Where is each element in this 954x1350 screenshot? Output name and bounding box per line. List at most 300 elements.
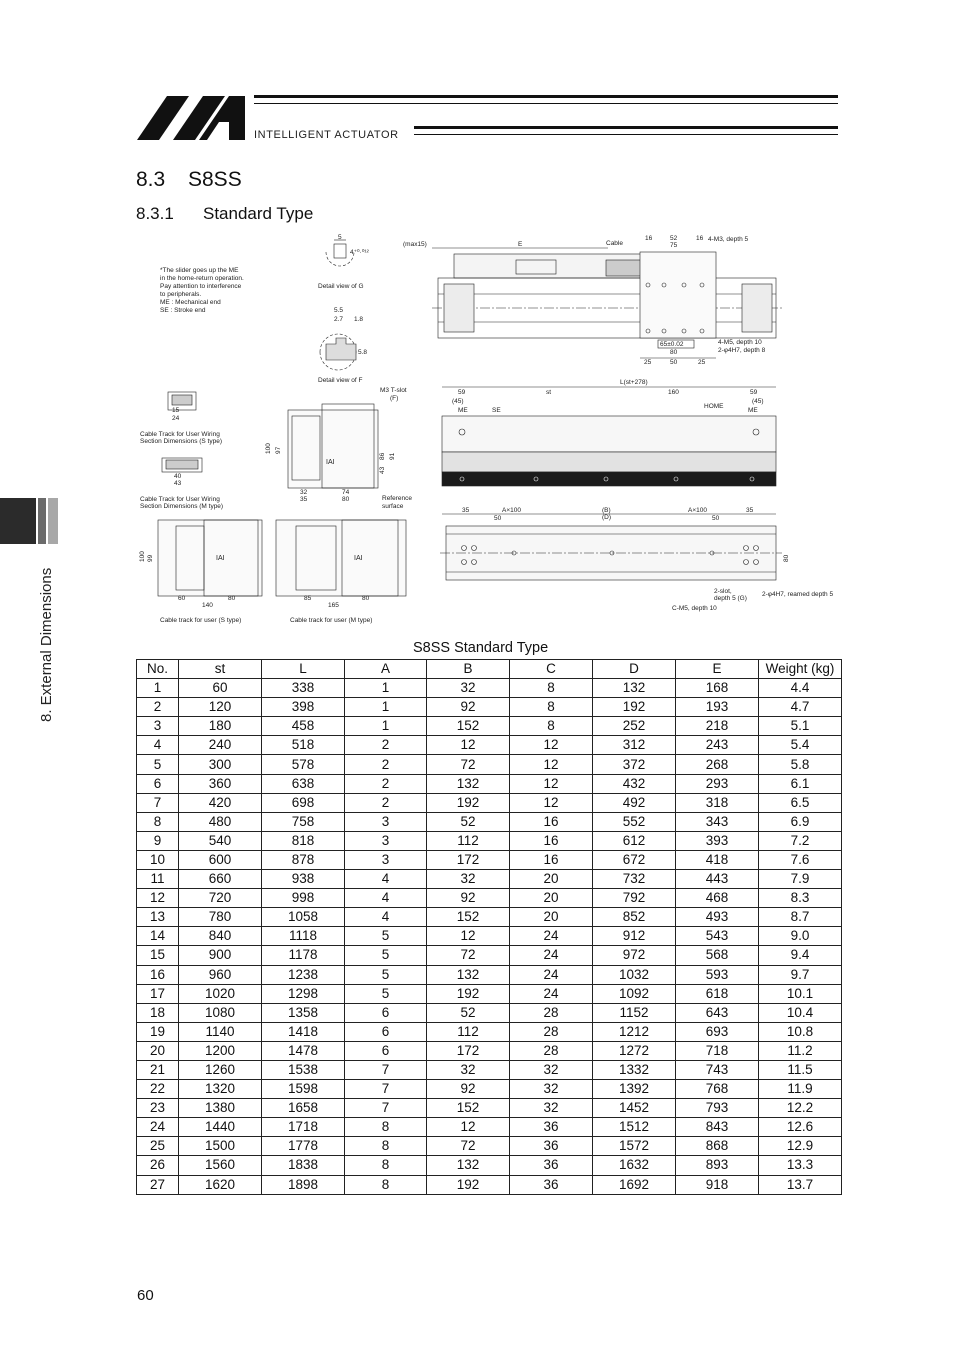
dim-label: 16 [645, 235, 653, 242]
table-cell: 19 [137, 1022, 179, 1041]
table-cell: 1320 [179, 1080, 262, 1099]
logo-text: IAI [216, 555, 225, 562]
table-cell: 792 [593, 889, 676, 908]
section-title: S8SS [188, 168, 242, 191]
table-cell: 2 [137, 698, 179, 717]
table-cell: 27 [137, 1175, 179, 1194]
table-cell: 480 [179, 812, 262, 831]
table-cell: 112 [427, 1022, 510, 1041]
t-slot-ref: (F) [390, 395, 399, 402]
caption-line: Cable Track for User Wiring [140, 496, 220, 503]
me-label: ME [748, 407, 758, 414]
cable-section-m [140, 458, 223, 510]
table-cell: 24 [137, 1118, 179, 1137]
table-cell: 468 [676, 889, 759, 908]
me-label: ME [458, 407, 468, 414]
table-cell: 2 [345, 755, 427, 774]
dim-label: 50 [494, 515, 502, 522]
detail-g-label: Detail view of G [318, 283, 364, 290]
table-cell: 7 [345, 1080, 427, 1099]
table-row [137, 946, 842, 965]
table-cell: 432 [593, 774, 676, 793]
subsection-title: Standard Type [203, 204, 314, 223]
table-cell: 1500 [179, 1137, 262, 1156]
table-cell: 793 [676, 1099, 759, 1118]
note-line: Pay attention to interference [160, 283, 242, 290]
subsection-heading [136, 204, 313, 224]
table-cell: 28 [510, 1022, 593, 1041]
top-view [403, 235, 782, 366]
dim-label: 1.8 [354, 316, 364, 323]
table-cell: 172 [427, 1041, 510, 1060]
table-cell: 8.3 [759, 889, 842, 908]
table-cell: 20 [510, 870, 593, 889]
column-header: Weight (kg) [759, 660, 842, 679]
column-header: No. [137, 660, 179, 679]
column-header: st [179, 660, 262, 679]
table-cell: 12.9 [759, 1137, 842, 1156]
table-cell: 16 [510, 812, 593, 831]
dim-label: 52 [670, 235, 678, 242]
header-rule-top [254, 95, 838, 98]
table-cell: 938 [262, 870, 345, 889]
table-cell: 1692 [593, 1175, 676, 1194]
dim-label: st [546, 389, 552, 396]
table-cell: 1272 [593, 1041, 676, 1060]
note-line: to peripherals. [160, 291, 202, 298]
table-cell: 492 [593, 793, 676, 812]
table-cell: 32 [510, 1099, 593, 1118]
table-cell: 22 [137, 1080, 179, 1099]
dim-label: 80 [783, 554, 790, 562]
bottom-view [440, 507, 833, 612]
table-cell: 540 [179, 831, 262, 850]
logo-text: IAI [326, 459, 335, 466]
table-cell: 5.1 [759, 717, 842, 736]
dim-label: 80 [670, 349, 678, 356]
table-cell: 593 [676, 965, 759, 984]
dim-label: 35 [300, 496, 308, 503]
cable-track-user-s [139, 520, 262, 624]
note-line: in the home-return operation. [160, 275, 244, 282]
table-cell: 1058 [262, 908, 345, 927]
table-cell: 192 [593, 698, 676, 717]
table-cell: 1838 [262, 1156, 345, 1175]
table-cell: 912 [593, 927, 676, 946]
dim-label: 5.8 [358, 349, 368, 356]
dim-label: A×100 [688, 507, 707, 514]
table-row [137, 908, 842, 927]
table-cell: 393 [676, 831, 759, 850]
table-cell: 26 [137, 1156, 179, 1175]
table-cell: 343 [676, 812, 759, 831]
dim-label: 40 [174, 473, 182, 480]
dim-label: (45) [452, 398, 464, 405]
dim-label: A×100 [502, 507, 521, 514]
table-cell: 120 [179, 698, 262, 717]
table-cell: 612 [593, 831, 676, 850]
table-cell: 5.8 [759, 755, 842, 774]
table-cell: 4 [345, 870, 427, 889]
table-cell: 2 [345, 774, 427, 793]
table-cell: 1178 [262, 946, 345, 965]
table-cell: 743 [676, 1060, 759, 1079]
cable-label: Cable [606, 240, 623, 247]
table-header-row [137, 660, 842, 679]
table-cell: 443 [676, 870, 759, 889]
table-cell: 732 [593, 870, 676, 889]
header-rule-mid [254, 103, 838, 104]
table-cell: 6 [137, 774, 179, 793]
table-cell: 600 [179, 850, 262, 869]
caption: Cable track for user (M type) [290, 617, 373, 624]
table-cell: 5 [345, 984, 427, 1003]
table-cell: 5 [345, 927, 427, 946]
table-cell: 192 [427, 793, 510, 812]
table-cell: 698 [262, 793, 345, 812]
dim-label: 25 [698, 359, 706, 366]
dim-label: L(st+278) [620, 379, 648, 386]
table-cell: 2 [345, 736, 427, 755]
table-cell: 972 [593, 946, 676, 965]
table-row [137, 1099, 842, 1118]
table-cell: 9.0 [759, 927, 842, 946]
caption-line: Cable Track for User Wiring [140, 431, 220, 438]
table-row [137, 717, 842, 736]
dim-label: 99 [147, 554, 154, 562]
table-cell: 878 [262, 850, 345, 869]
table-cell: 7 [137, 793, 179, 812]
table-cell: 32 [510, 1080, 593, 1099]
table-cell: 10.4 [759, 1003, 842, 1022]
detail-view-f [318, 307, 367, 384]
dim-label: 165 [328, 602, 339, 609]
table-cell: 8 [510, 679, 593, 698]
column-header: E [676, 660, 759, 679]
dim-label: 86 [379, 452, 386, 460]
dim-label: 160 [668, 389, 679, 396]
table-cell: 1 [137, 679, 179, 698]
table-row [137, 1175, 842, 1194]
table-cell: 8 [345, 1156, 427, 1175]
brand-name: INTELLIGENT ACTUATOR [254, 129, 399, 141]
table-cell: 36 [510, 1175, 593, 1194]
table-cell: 420 [179, 793, 262, 812]
table-cell: 1778 [262, 1137, 345, 1156]
table-cell: 568 [676, 946, 759, 965]
table-cell: 12 [510, 793, 593, 812]
table-cell: 52 [427, 812, 510, 831]
table-cell: 193 [676, 698, 759, 717]
drawing-note [160, 267, 244, 314]
dimension-drawing [136, 232, 842, 632]
table-cell: 398 [262, 698, 345, 717]
table-row [137, 1060, 842, 1079]
table-cell: 1080 [179, 1003, 262, 1022]
t-slot-label: M3 T-slot [380, 387, 407, 394]
table-cell: 1140 [179, 1022, 262, 1041]
table-cell: 768 [676, 1080, 759, 1099]
table-cell: 4 [345, 889, 427, 908]
table-row [137, 812, 842, 831]
dim-label: 65±0.02 [660, 341, 684, 348]
column-header: A [345, 660, 427, 679]
table-cell: 36 [510, 1137, 593, 1156]
table-cell: 24 [510, 927, 593, 946]
table-cell: 9 [137, 831, 179, 850]
dim-label: (max15) [403, 241, 427, 248]
dim-label: 100 [139, 551, 146, 562]
table-cell: 240 [179, 736, 262, 755]
table-row [137, 793, 842, 812]
table-row [137, 1022, 842, 1041]
table-cell: 9.4 [759, 946, 842, 965]
table-cell: 92 [427, 698, 510, 717]
table-cell: 12 [510, 736, 593, 755]
table-cell: 4.4 [759, 679, 842, 698]
table-cell: 12.6 [759, 1118, 842, 1137]
dim-label: 140 [202, 602, 213, 609]
slot-line: 2-slot, [714, 588, 732, 595]
table-cell: 458 [262, 717, 345, 736]
table-cell: 32 [427, 870, 510, 889]
table-cell: 618 [676, 984, 759, 1003]
table-cell: 318 [676, 793, 759, 812]
table-row [137, 984, 842, 1003]
table-cell: 36 [510, 1118, 593, 1137]
table-cell: 24 [510, 984, 593, 1003]
dim-label: 15 [172, 407, 180, 414]
table-cell: 3 [345, 812, 427, 831]
table-cell: 72 [427, 755, 510, 774]
table-cell: 20 [510, 908, 593, 927]
table-cell: 3 [345, 831, 427, 850]
table-cell: 72 [427, 946, 510, 965]
table-cell: 660 [179, 870, 262, 889]
table-cell: 32 [510, 1060, 593, 1079]
table-row [137, 850, 842, 869]
table-cell: 7 [345, 1060, 427, 1079]
dim-label: 75 [670, 242, 678, 249]
table-cell: 192 [427, 984, 510, 1003]
table-cell: 132 [593, 679, 676, 698]
table-cell: 18 [137, 1003, 179, 1022]
table-cell: 960 [179, 965, 262, 984]
table-cell: 493 [676, 908, 759, 927]
table-cell: 1512 [593, 1118, 676, 1137]
table-cell: 92 [427, 889, 510, 908]
table-cell: 12 [510, 774, 593, 793]
table-row [137, 927, 842, 946]
table-cell: 3 [137, 717, 179, 736]
table-row [137, 736, 842, 755]
table-cell: 112 [427, 831, 510, 850]
slot-line: depth 5 (G) [714, 595, 747, 602]
table-cell: 11.9 [759, 1080, 842, 1099]
table-cell: 868 [676, 1137, 759, 1156]
table-cell: 360 [179, 774, 262, 793]
table-cell: 152 [427, 717, 510, 736]
chapter-tab [0, 498, 58, 544]
table-cell: 32 [427, 1060, 510, 1079]
table-cell: 643 [676, 1003, 759, 1022]
side-view [380, 379, 776, 486]
table-cell: 7 [345, 1099, 427, 1118]
dim-label: 97 [275, 446, 282, 454]
table-cell: 5 [345, 965, 427, 984]
dim-label: 43 [174, 480, 182, 487]
caption-line: Section Dimensions (M type) [140, 503, 224, 510]
table-cell: 12 [510, 755, 593, 774]
caption: Cable track for user (S type) [160, 617, 242, 624]
table-row [137, 1156, 842, 1175]
hole-note: 2-φ4H7, reamed depth 5 [762, 591, 834, 598]
header-rule-right-b [414, 134, 838, 135]
table-cell: 72 [427, 1137, 510, 1156]
table-cell: 1332 [593, 1060, 676, 1079]
table-cell: 1212 [593, 1022, 676, 1041]
note-line: *The slider goes up the ME [160, 267, 239, 274]
table-cell: 1092 [593, 984, 676, 1003]
table-cell: 12 [427, 736, 510, 755]
table-cell: 4 [137, 736, 179, 755]
table-cell: 7.2 [759, 831, 842, 850]
table-row [137, 1003, 842, 1022]
section-number: 8.3 [136, 168, 166, 191]
table-cell: 7.9 [759, 870, 842, 889]
table-cell: 60 [179, 679, 262, 698]
cable-track-user-m [276, 520, 406, 624]
dim-label: E [518, 241, 523, 248]
table-cell: 1 [345, 698, 427, 717]
table-cell: 4.7 [759, 698, 842, 717]
table-cell: 1260 [179, 1060, 262, 1079]
table-cell: 1118 [262, 927, 345, 946]
hole-note: 4-M3, depth 5 [708, 236, 749, 243]
table-cell: 543 [676, 927, 759, 946]
table-cell: 552 [593, 812, 676, 831]
table-cell: 638 [262, 774, 345, 793]
detail-f-label: Detail view of F [318, 377, 363, 384]
table-cell: 1598 [262, 1080, 345, 1099]
table-cell: 8 [345, 1175, 427, 1194]
table-cell: 1200 [179, 1041, 262, 1060]
dim-label: (D) [602, 514, 612, 521]
spec-table [136, 659, 842, 1195]
se-label: SE [492, 407, 501, 414]
table-cell: 152 [427, 1099, 510, 1118]
table-cell: 20 [510, 889, 593, 908]
table-cell: 578 [262, 755, 345, 774]
table-cell: 293 [676, 774, 759, 793]
table-cell: 168 [676, 679, 759, 698]
dim-label: 80 [228, 595, 236, 602]
table-cell: 2 [345, 793, 427, 812]
dim-label: 59 [458, 389, 466, 396]
detail-view-g [318, 234, 370, 290]
dim-label: 50 [670, 359, 678, 366]
table-cell: 172 [427, 850, 510, 869]
table-cell: 372 [593, 755, 676, 774]
table-cell: 132 [427, 774, 510, 793]
table-title: S8SS Standard Type [413, 640, 549, 656]
dim-label: 35 [462, 507, 470, 514]
note-line: SE : Stroke end [160, 307, 206, 314]
dim-label: 24 [172, 415, 180, 422]
caption-line: Section Dimensions (S type) [140, 438, 223, 445]
chapter-label: 8. External Dimensions [38, 567, 55, 722]
table-cell: 28 [510, 1003, 593, 1022]
table-cell: 6.9 [759, 812, 842, 831]
dim-label: 25 [644, 359, 652, 366]
table-cell: 1452 [593, 1099, 676, 1118]
dim-label: 32 [300, 489, 308, 496]
table-cell: 720 [179, 889, 262, 908]
table-cell: 1392 [593, 1080, 676, 1099]
dim-label: (B) [602, 507, 611, 514]
table-cell: 8 [510, 698, 593, 717]
dim-label: 43 [379, 466, 386, 474]
table-cell: 1380 [179, 1099, 262, 1118]
table-cell: 13.3 [759, 1156, 842, 1175]
table-cell: 8 [345, 1137, 427, 1156]
end-view [265, 404, 412, 510]
table-cell: 780 [179, 908, 262, 927]
table-cell: 192 [427, 1175, 510, 1194]
table-cell: 132 [427, 965, 510, 984]
table-cell: 1152 [593, 1003, 676, 1022]
table-cell: 3 [345, 850, 427, 869]
table-row [137, 1080, 842, 1099]
table-cell: 693 [676, 1022, 759, 1041]
table-cell: 1238 [262, 965, 345, 984]
dim-label: 80 [362, 595, 370, 602]
column-header: B [427, 660, 510, 679]
table-cell: 16 [510, 831, 593, 850]
section-heading [136, 168, 242, 192]
table-cell: 1620 [179, 1175, 262, 1194]
table-row [137, 831, 842, 850]
table-cell: 1538 [262, 1060, 345, 1079]
table-cell: 852 [593, 908, 676, 927]
table-cell: 9.7 [759, 965, 842, 984]
table-cell: 268 [676, 755, 759, 774]
dim-label: 91 [389, 452, 396, 460]
table-cell: 1298 [262, 984, 345, 1003]
table-cell: 840 [179, 927, 262, 946]
hole-note: C-M5, depth 10 [672, 605, 717, 612]
table-cell: 12 [427, 1118, 510, 1137]
dim-label: (45) [752, 398, 764, 405]
table-cell: 92 [427, 1080, 510, 1099]
cable-section-s [140, 392, 222, 445]
table-cell: 28 [510, 1041, 593, 1060]
table-cell: 718 [676, 1041, 759, 1060]
table-cell: 14 [137, 927, 179, 946]
table-cell: 52 [427, 1003, 510, 1022]
dim-label: 60 [178, 595, 186, 602]
table-cell: 1032 [593, 965, 676, 984]
dim-label: 35 [746, 507, 754, 514]
table-cell: 1658 [262, 1099, 345, 1118]
dim-label: 5 [338, 234, 342, 241]
table-cell: 1718 [262, 1118, 345, 1137]
dim-label: 85 [304, 595, 312, 602]
table-cell: 7.6 [759, 850, 842, 869]
table-cell: 6 [345, 1022, 427, 1041]
table-cell: 1440 [179, 1118, 262, 1137]
table-cell: 132 [427, 1156, 510, 1175]
